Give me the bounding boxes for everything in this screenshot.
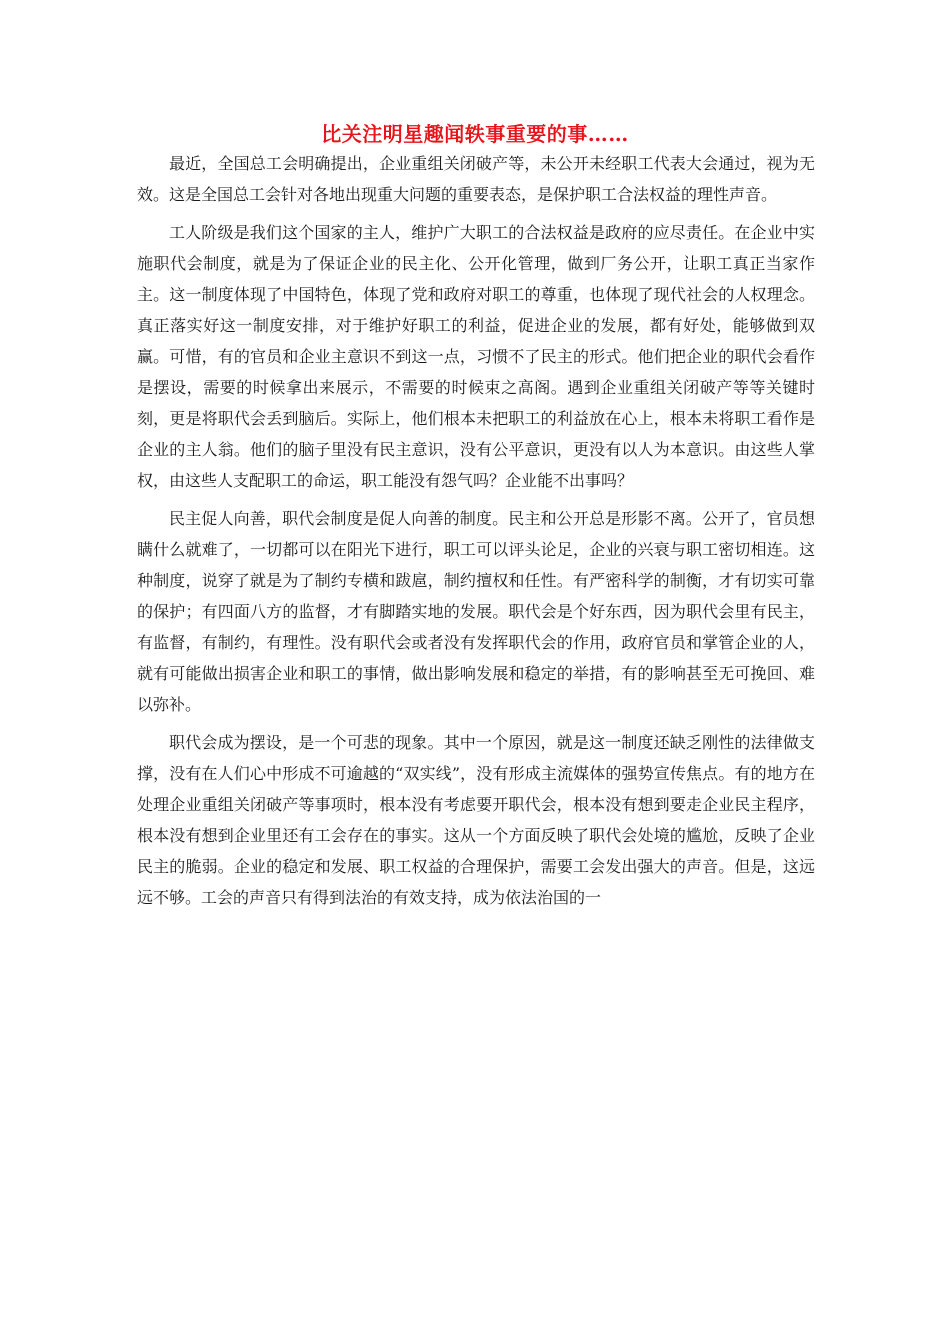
paragraph-4: 职代会成为摆设，是一个可悲的现象。其中一个原因，就是这一制度还缺乏刚性的法律做支撑，没有在人们心中形成不可逾越的“双实线”，没有形成主流媒体的强势宣传焦点。有的地方在处理企业重组关闭破产等事项时，根本没有考虑要开职代会，根本没有想到要走企业民主程序，根本没有想到企业里还有工会存在的事实。这从一个方面反映了职代会处境的尴尬，反映了企业民主的脆弱。企业的稳定和发展、职工权益的合理保护，需要工会发出强大的声音。但是，这远远不够。工会的声音只有得到法治的有效支持，成为依法治国的一 <box>137 733 815 907</box>
paragraph-1: 最近，全国总工会明确提出，企业重组关闭破产等，未公开未经职工代表大会通过，视为无效。这是全国总工会针对各地出现重大问题的重要表态，是保护职工合法权益的理性声音。 <box>137 154 815 204</box>
paragraph-3: 民主促人向善，职代会制度是促人向善的制度。民主和公开总是形影不离。公开了，官员想瞒什么就难了，一切都可以在阳光下进行，职工可以评头论足，企业的兴衰与职工密切相连。这种制度，说穿了就是为了制约专横和跋扈，制约擅权和任性。有严密科学的制衡，才有切实可靠的保护；有四面八方的监督，才有脚踏实地的发展。职代会是个好东西，因为职代会里有民主，有监督，有制约，有理性。没有职代会或者没有发挥职代会的作用，政府官员和掌管企业的人，就有可能做出损害企业和职工的事情，做出影响发展和稳定的举措，有的影响甚至无可挽回、难以弥补。 <box>137 509 815 714</box>
document-title: 比关注明星趣闻轶事重要的事…… <box>321 122 629 146</box>
document-body <box>137 148 815 920</box>
paragraph-2: 工人阶级是我们这个国家的主人，维护广大职工的合法权益是政府的应尽责任。在企业中实施职代会制度，就是为了保证企业的民主化、公开化管理，做到厂务公开，让职工真正当家作主。这一制度体现了中国特色，体现了党和政府对职工的尊重，也体现了现代社会的人权理念。真正落实好这一制度安排，对于维护好职工的利益，促进企业的发展，都有好处，能够做到双赢。可惜，有的官员和企业主意识不到这一点，习惯不了民主的形式。他们把企业的职代会看作是摆设，需要的时候拿出来展示，不需要的时候束之高阁。遇到企业重组关闭破产等等关键时刻，更是将职代会丢到脑后。实际上，他们根本未把职工的利益放在心上，根本未将职工看作是企业的主人翁。他们的脑子里没有民主意识，没有公平意识，更没有以人为本意识。由这些人掌权，由这些人支配职工的命运，职工能没有怨气吗？企业能不出事吗？ <box>137 223 815 490</box>
